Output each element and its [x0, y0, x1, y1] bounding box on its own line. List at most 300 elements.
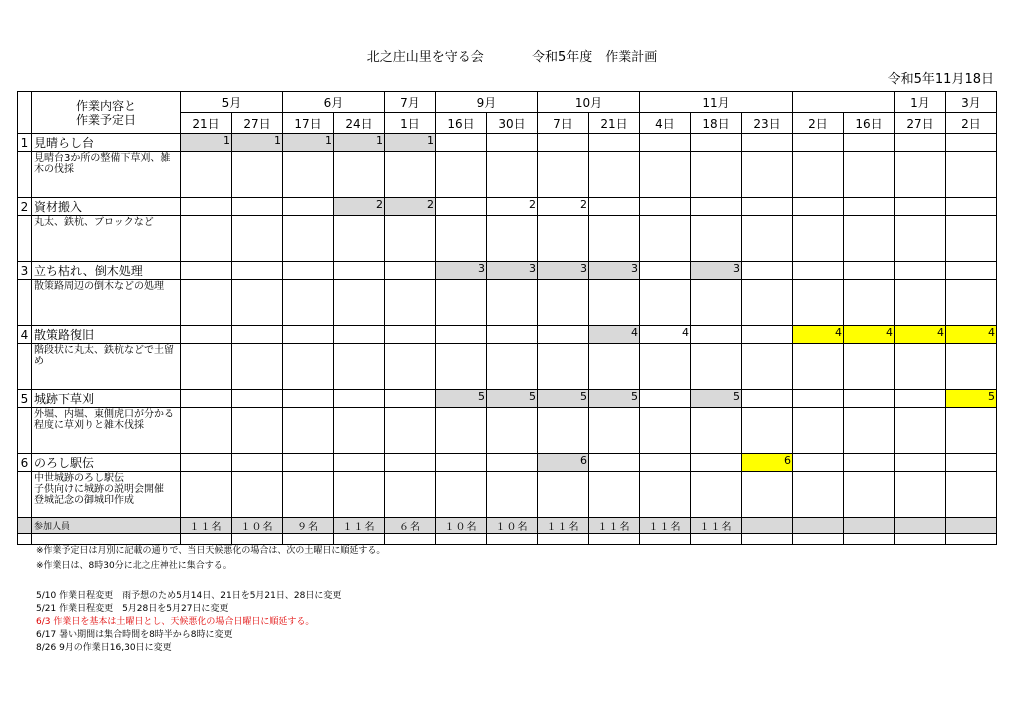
day-header: 23日	[742, 113, 793, 134]
blank-cell	[742, 534, 793, 545]
blank-cell	[589, 344, 640, 390]
blank-cell	[589, 534, 640, 545]
day-header: 27日	[895, 113, 946, 134]
blank-cell	[946, 408, 997, 454]
schedule-cell	[385, 390, 436, 408]
blank-cell	[793, 472, 844, 518]
schedule-cell	[742, 134, 793, 152]
schedule-cell	[181, 262, 232, 280]
schedule-cell	[232, 390, 283, 408]
blank-cell	[895, 344, 946, 390]
task-description-line: 子供向けに城跡の説明会開催	[34, 484, 164, 495]
blank-cell	[844, 534, 895, 545]
blank-cell	[283, 408, 334, 454]
schedule-cell	[385, 326, 436, 344]
change-log	[36, 590, 341, 655]
blank-cell	[589, 472, 640, 518]
blank-cell	[181, 408, 232, 454]
blank-cell	[946, 216, 997, 262]
task-number-blank	[18, 216, 32, 262]
schedule-cell	[895, 454, 946, 472]
schedule-cell	[589, 198, 640, 216]
schedule-cell: 1	[232, 134, 283, 152]
blank-cell	[232, 344, 283, 390]
participant-count: ９名	[283, 518, 334, 534]
schedule-cell	[487, 454, 538, 472]
blank-cell	[793, 216, 844, 262]
task-detail-row	[18, 472, 997, 518]
schedule-cell	[895, 198, 946, 216]
schedule-cell: 3	[691, 262, 742, 280]
schedule-cell	[742, 198, 793, 216]
blank-cell	[691, 472, 742, 518]
blank-cell	[589, 408, 640, 454]
blank-cell	[181, 344, 232, 390]
task-row	[18, 326, 997, 344]
blank-cell	[232, 152, 283, 198]
schedule-cell: 4	[946, 326, 997, 344]
org-name: 北之庄山里を守る会	[366, 50, 484, 65]
blank-cell	[436, 472, 487, 518]
task-number: 3	[18, 262, 32, 280]
blank-cell	[232, 408, 283, 454]
blank-cell	[436, 216, 487, 262]
day-header: 16日	[436, 113, 487, 134]
task-name: 城跡下草刈	[32, 390, 181, 408]
month-header: 9月	[436, 92, 538, 113]
schedule-cell	[487, 326, 538, 344]
task-detail-row	[18, 408, 997, 454]
task-number: 4	[18, 326, 32, 344]
participant-count: １１名	[181, 518, 232, 534]
schedule-cell	[895, 134, 946, 152]
blank-cell	[844, 216, 895, 262]
blank-cell	[283, 472, 334, 518]
blank-cell	[385, 534, 436, 545]
blank-cell	[538, 408, 589, 454]
schedule-cell	[946, 198, 997, 216]
notes	[36, 544, 385, 574]
schedule-cell	[181, 198, 232, 216]
day-header: 30日	[487, 113, 538, 134]
blank-cell	[895, 152, 946, 198]
task-number-blank	[18, 344, 32, 390]
month-header: 11月	[640, 92, 793, 113]
task-description	[32, 216, 181, 262]
blank-cell	[589, 280, 640, 326]
schedule-cell: 2	[538, 198, 589, 216]
task-row	[18, 454, 997, 472]
task-number: 6	[18, 454, 32, 472]
month-header: 6月	[283, 92, 385, 113]
task-row	[18, 198, 997, 216]
blank-cell	[334, 408, 385, 454]
change-line: 8/26 9月の作業日16,30日に変更	[36, 643, 172, 653]
blank-cell	[334, 216, 385, 262]
blank-cell	[742, 408, 793, 454]
blank-cell	[181, 472, 232, 518]
schedule-cell: 1	[385, 134, 436, 152]
task-number: 1	[18, 134, 32, 152]
blank-cell	[232, 534, 283, 545]
note-line: ※作業日は、8時30分に北之庄神社に集合する。	[36, 561, 232, 571]
participant-count: ６名	[385, 518, 436, 534]
blank-cell	[385, 472, 436, 518]
blank-cell	[691, 344, 742, 390]
schedule-cell	[895, 262, 946, 280]
schedule-cell	[283, 454, 334, 472]
blank-cell	[436, 344, 487, 390]
blank-cell	[691, 152, 742, 198]
task-detail-row	[18, 280, 997, 326]
change-line: 5/21 作業日程変更 5月28日を5月27日に変更	[36, 604, 229, 614]
schedule-cell: 4	[793, 326, 844, 344]
plan-title: 令和5年度 作業計画	[531, 50, 658, 65]
participant-count	[946, 518, 997, 534]
participant-count	[742, 518, 793, 534]
blank-cell	[232, 280, 283, 326]
schedule-cell	[793, 454, 844, 472]
schedule-cell	[232, 262, 283, 280]
schedule-cell	[793, 390, 844, 408]
schedule-cell: 3	[487, 262, 538, 280]
month-header: 3月	[946, 92, 997, 113]
task-number-blank	[18, 408, 32, 454]
schedule-cell	[793, 262, 844, 280]
schedule-cell: 6	[538, 454, 589, 472]
blank-cell	[640, 152, 691, 198]
blank-cell	[640, 344, 691, 390]
header-corner-line: 作業予定日	[75, 112, 136, 127]
schedule-cell	[691, 326, 742, 344]
blank-cell	[181, 152, 232, 198]
schedule-cell	[640, 390, 691, 408]
blank-cell	[640, 216, 691, 262]
blank-cell	[18, 534, 32, 545]
month-header: 1月	[895, 92, 946, 113]
schedule-cell	[844, 198, 895, 216]
schedule-cell	[589, 134, 640, 152]
change-line: 6/17 暑い期間は集合時間を8時半から8時に変更	[36, 630, 233, 640]
schedule-cell	[181, 326, 232, 344]
participants-label: 参加人員	[32, 518, 181, 534]
schedule-cell: 2	[334, 198, 385, 216]
day-header: 18日	[691, 113, 742, 134]
participants-row	[18, 518, 997, 534]
blank-cell	[793, 344, 844, 390]
day-header: 21日	[589, 113, 640, 134]
blank-cell	[487, 216, 538, 262]
task-description	[32, 472, 181, 518]
blank-cell	[946, 534, 997, 545]
blank-cell	[436, 280, 487, 326]
schedule-cell	[181, 454, 232, 472]
day-header: 24日	[334, 113, 385, 134]
blank-cell	[181, 280, 232, 326]
blank-cell	[436, 152, 487, 198]
participant-count: １０名	[232, 518, 283, 534]
schedule-cell: 2	[385, 198, 436, 216]
blank-cell	[334, 152, 385, 198]
blank-cell	[691, 534, 742, 545]
schedule-cell: 5	[487, 390, 538, 408]
schedule-cell: 5	[538, 390, 589, 408]
task-description-line: 中世城跡のろし駅伝	[34, 473, 124, 484]
blank-cell	[742, 216, 793, 262]
schedule-cell	[334, 326, 385, 344]
task-number: 2	[18, 198, 32, 216]
day-header: 27日	[232, 113, 283, 134]
participant-count	[844, 518, 895, 534]
task-name: 資材搬入	[32, 198, 181, 216]
schedule-cell	[436, 326, 487, 344]
schedule-cell	[436, 198, 487, 216]
blank-cell	[640, 534, 691, 545]
blank-cell	[283, 152, 334, 198]
day-header: 21日	[181, 113, 232, 134]
blank-cell	[742, 344, 793, 390]
blank-cell	[181, 534, 232, 545]
day-header: 16日	[844, 113, 895, 134]
blank-cell	[538, 216, 589, 262]
schedule-cell: 4	[640, 326, 691, 344]
task-description	[32, 152, 181, 198]
blank-cell	[844, 344, 895, 390]
schedule-table	[17, 91, 997, 545]
participant-count	[793, 518, 844, 534]
blank-cell	[436, 534, 487, 545]
schedule-cell	[538, 326, 589, 344]
schedule-cell	[181, 390, 232, 408]
schedule-cell	[283, 262, 334, 280]
blank-cell	[589, 152, 640, 198]
task-number-blank	[18, 280, 32, 326]
task-row	[18, 134, 997, 152]
blank-cell	[844, 472, 895, 518]
blank-cell	[946, 152, 997, 198]
participant-count: １１名	[334, 518, 385, 534]
blank-cell	[32, 534, 181, 545]
blank-cell	[742, 280, 793, 326]
task-description	[32, 344, 181, 390]
blank-cell	[844, 280, 895, 326]
task-description-line: 階段状に丸太、鉄杭などで土留め	[34, 345, 174, 367]
schedule-cell	[640, 198, 691, 216]
blank-cell	[334, 280, 385, 326]
task-name: のろし駅伝	[32, 454, 181, 472]
blank-cell	[538, 152, 589, 198]
schedule-cell	[283, 326, 334, 344]
schedule-cell	[844, 454, 895, 472]
day-header: 17日	[283, 113, 334, 134]
schedule-cell: 4	[589, 326, 640, 344]
blank-cell	[895, 408, 946, 454]
schedule-cell	[232, 198, 283, 216]
month-header	[793, 92, 895, 113]
participant-count: １１名	[538, 518, 589, 534]
schedule-cell	[232, 326, 283, 344]
blank-cell	[793, 408, 844, 454]
schedule-cell: 1	[283, 134, 334, 152]
schedule-cell: 2	[487, 198, 538, 216]
blank-cell	[283, 280, 334, 326]
header-corner	[32, 92, 181, 134]
empty-row	[18, 534, 997, 545]
day-header: 2日	[946, 113, 997, 134]
schedule-cell	[640, 262, 691, 280]
blank-cell	[538, 472, 589, 518]
schedule-cell: 3	[436, 262, 487, 280]
blank-cell	[793, 534, 844, 545]
blank-cell	[232, 216, 283, 262]
blank-cell	[385, 408, 436, 454]
blank-cell	[385, 280, 436, 326]
blank-cell	[640, 280, 691, 326]
schedule-cell	[538, 134, 589, 152]
schedule-cell	[946, 134, 997, 152]
task-name: 立ち枯れ、倒木処理	[32, 262, 181, 280]
blank-cell	[691, 408, 742, 454]
task-number-blank	[18, 152, 32, 198]
schedule-cell	[844, 134, 895, 152]
schedule-cell	[334, 390, 385, 408]
participants-blank	[18, 518, 32, 534]
blank-cell	[640, 408, 691, 454]
schedule-cell	[793, 198, 844, 216]
blank-cell	[283, 216, 334, 262]
task-number-blank	[18, 472, 32, 518]
schedule-cell	[436, 134, 487, 152]
schedule-cell	[844, 390, 895, 408]
blank-cell	[334, 534, 385, 545]
task-name: 散策路復旧	[32, 326, 181, 344]
document-date: 令和5年11月18日	[887, 72, 994, 87]
schedule-cell	[946, 454, 997, 472]
task-description-line: 丸太、鉄杭、ブロックなど	[34, 217, 154, 228]
blank-cell	[385, 344, 436, 390]
participant-count	[895, 518, 946, 534]
schedule-cell	[742, 390, 793, 408]
schedule-cell	[334, 262, 385, 280]
task-detail-row	[18, 216, 997, 262]
page-title	[0, 46, 1024, 65]
blank-cell	[538, 280, 589, 326]
schedule-cell	[487, 134, 538, 152]
schedule-cell: 1	[334, 134, 385, 152]
schedule-cell: 5	[589, 390, 640, 408]
blank-cell	[487, 344, 538, 390]
participant-count: １１名	[691, 518, 742, 534]
blank-cell	[895, 280, 946, 326]
schedule-cell	[640, 134, 691, 152]
blank-cell	[793, 280, 844, 326]
change-line: 5/10 作業日程変更 雨予想のため5月14日、21日を5月21日、28日に変更	[36, 591, 342, 601]
blank-cell	[946, 472, 997, 518]
task-description-line: 散策路周辺の倒木などの処理	[34, 281, 164, 292]
blank-cell	[742, 152, 793, 198]
blank-cell	[487, 280, 538, 326]
blank-cell	[487, 472, 538, 518]
blank-cell	[946, 344, 997, 390]
schedule-cell	[232, 454, 283, 472]
participant-count: １０名	[436, 518, 487, 534]
task-name: 見晴らし台	[32, 134, 181, 152]
schedule-cell	[691, 134, 742, 152]
schedule-cell: 6	[742, 454, 793, 472]
task-number: 5	[18, 390, 32, 408]
month-header-row	[18, 92, 997, 113]
schedule-cell: 4	[844, 326, 895, 344]
schedule-cell: 3	[589, 262, 640, 280]
blank-cell	[895, 216, 946, 262]
schedule-cell	[844, 262, 895, 280]
blank-cell	[181, 216, 232, 262]
blank-cell	[487, 152, 538, 198]
day-header: 4日	[640, 113, 691, 134]
blank-cell	[436, 408, 487, 454]
blank-cell	[487, 408, 538, 454]
schedule-cell	[385, 454, 436, 472]
schedule-cell	[691, 454, 742, 472]
month-header: 10月	[538, 92, 640, 113]
schedule-cell	[895, 390, 946, 408]
task-description-line: 外堀、内堀、東側虎口が分かる程度に草刈りと雑木伐採	[34, 409, 174, 431]
task-detail-row	[18, 344, 997, 390]
participant-count: １１名	[589, 518, 640, 534]
schedule-cell	[640, 454, 691, 472]
schedule-cell	[334, 454, 385, 472]
schedule-cell	[385, 262, 436, 280]
blank-cell	[538, 344, 589, 390]
change-line: 6/3 作業日を基本は土曜日とし、天候悪化の場合日曜日に順延する。	[36, 617, 315, 627]
blank-cell	[232, 472, 283, 518]
participant-count: １１名	[640, 518, 691, 534]
day-header: 2日	[793, 113, 844, 134]
header-corner-line: 作業内容と	[75, 98, 136, 113]
blank-cell	[691, 216, 742, 262]
schedule-cell	[283, 390, 334, 408]
schedule-cell: 3	[538, 262, 589, 280]
schedule-cell	[589, 454, 640, 472]
month-header: 5月	[181, 92, 283, 113]
blank-cell	[946, 280, 997, 326]
day-header: 7日	[538, 113, 589, 134]
task-description	[32, 408, 181, 454]
blank-cell	[895, 534, 946, 545]
schedule-cell: 5	[691, 390, 742, 408]
blank-cell	[844, 408, 895, 454]
blank-cell	[895, 472, 946, 518]
schedule-cell	[793, 134, 844, 152]
blank-cell	[487, 534, 538, 545]
schedule-cell	[436, 454, 487, 472]
task-description-line: 見晴台3か所の整備下草刈、雑木の伐採	[34, 153, 171, 175]
task-description-line: 登城記念の御城印作成	[34, 495, 134, 506]
participant-count: １０名	[487, 518, 538, 534]
schedule-cell	[691, 198, 742, 216]
schedule-cell: 1	[181, 134, 232, 152]
month-header: 7月	[385, 92, 436, 113]
blank-cell	[283, 344, 334, 390]
schedule-cell	[946, 262, 997, 280]
task-description	[32, 280, 181, 326]
blank-cell	[640, 472, 691, 518]
task-row	[18, 390, 997, 408]
day-header: 1日	[385, 113, 436, 134]
blank-cell	[742, 472, 793, 518]
blank-cell	[538, 534, 589, 545]
task-detail-row	[18, 152, 997, 198]
